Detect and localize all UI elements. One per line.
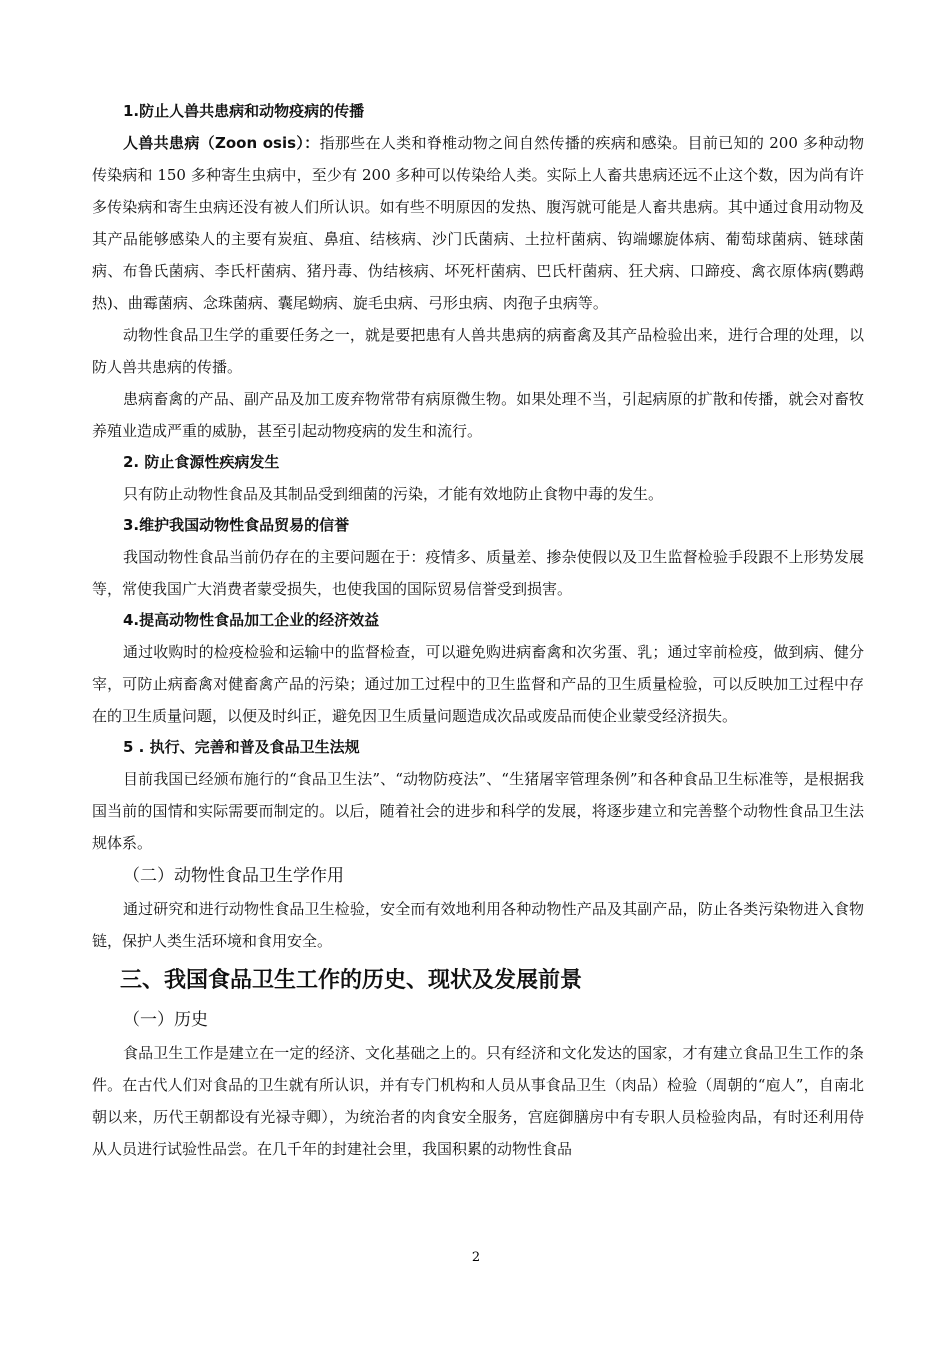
page-number: 2 [471,1250,481,1265]
section-heading-4: 4.提高动物性食品加工企业的经济效益 [123,611,380,629]
paragraph-zoonosis [92,127,864,319]
paragraph-zoonosis-text: 指那些在人类和脊椎动物之间自然传播的疾病和感染。目前已知的 200 多种动物传染病和 150 多种寄生虫病中，至少有 200 多种可以传染给人类。实际上人畜共患病还远不止这个数，因为尚有许多传染病和寄生虫病还没有被人们所认识。如有些不明原因的发热、腹泻就可能是人畜共患病。其中通过食用动物及其产品能够感染人的主要有炭疽、鼻疽、结核病、沙门氏菌病、土拉杆菌病、钩端螺旋体病、葡萄球菌病、链球菌病、布鲁氏菌病、李氏杆菌病、猪丹毒、伪结核病、坏死杆菌病、巴氏杆菌病、狂犬病、口蹄疫、禽衣原体病(鹦鹉热)、曲霉菌病、念珠菌病、囊尾蚴病、旋毛虫病、弓形虫病、肉孢子虫病等。 [92,134,864,312]
paragraph: 通过研究和进行动物性食品卫生检验，安全而有效地利用各种动物性产品及其副产品，防止各类污染物进入食物链，保护人类生活环境和食用安全。 [92,900,864,950]
subsection-heading: （二）动物性食品卫生学作用 [123,866,344,886]
paragraph: 动物性食品卫生学的重要任务之一，就是要把患有人兽共患病的病畜禽及其产品检验出来，进行合理的处理，以防人兽共患病的传播。 [92,326,864,376]
section-heading-5: 5 . 执行、完善和普及食品卫生法规 [123,738,360,756]
subsection-heading: （一）历史 [123,1010,208,1030]
paragraph: 我国动物性食品当前仍存在的主要问题在于：疫情多、质量差、掺杂使假以及卫生监督检验手段跟不上形势发展等，常使我国广大消费者蒙受损失，也使我国的国际贸易信誉受到损害。 [92,548,864,598]
paragraph: 目前我国已经颁布施行的“食品卫生法”、“动物防疫法”、“生猪屠宰管理条例”和各种食品卫生标准等，是根据我国当前的国情和实际需要而制定的。以后，随着社会的进步和科学的发展，将逐步建立和完善整个动物性食品卫生法规体系。 [92,770,864,852]
section-heading-3: 3.维护我国动物性食品贸易的信誉 [123,516,350,534]
document-page [92,96,864,1165]
section-heading-1: 1.防止人兽共患病和动物疫病的传播 [123,102,365,120]
term-zoonosis: 人兽共患病（Zoon osis）： [123,134,320,152]
paragraph: 只有防止动物性食品及其制品受到细菌的污染，才能有效地防止食物中毒的发生。 [123,485,664,503]
paragraph: 患病畜禽的产品、副产品及加工废弃物常带有病原微生物。如果处理不当，引起病原的扩散和传播，就会对畜牧养殖业造成严重的威胁，甚至引起动物疫病的发生和流行。 [92,390,864,440]
paragraph: 通过收购时的检疫检验和运输中的监督检查，可以避免购进病畜禽和次劣蛋、乳；通过宰前检疫，做到病、健分宰，可防止病畜禽对健畜禽产品的污染；通过加工过程中的卫生监督和产品的卫生质量检验，可以反映加工过程中存在的卫生质量问题，以便及时纠正，避免因卫生质量问题造成次品或废品而使企业蒙受经济损失。 [92,643,864,725]
paragraph: 食品卫生工作是建立在一定的经济、文化基础之上的。只有经济和文化发达的国家，才有建立食品卫生工作的条件。在古代人们对食品的卫生就有所认识，并有专门机构和人员从事食品卫生（肉品）检验（周朝的“庖人”，自南北朝以来，历代王朝都设有光禄寺卿），为统治者的肉食安全服务，宫庭御膳房中有专职人员检验肉品，有时还利用侍从人员进行试验性品尝。在几千年的封建社会里，我国积累的动物性食品 [92,1044,864,1158]
chapter-heading: 三、我国食品卫生工作的历史、现状及发展前景 [120,967,583,993]
section-heading-2: 2. 防止食源性疾病发生 [123,453,280,471]
